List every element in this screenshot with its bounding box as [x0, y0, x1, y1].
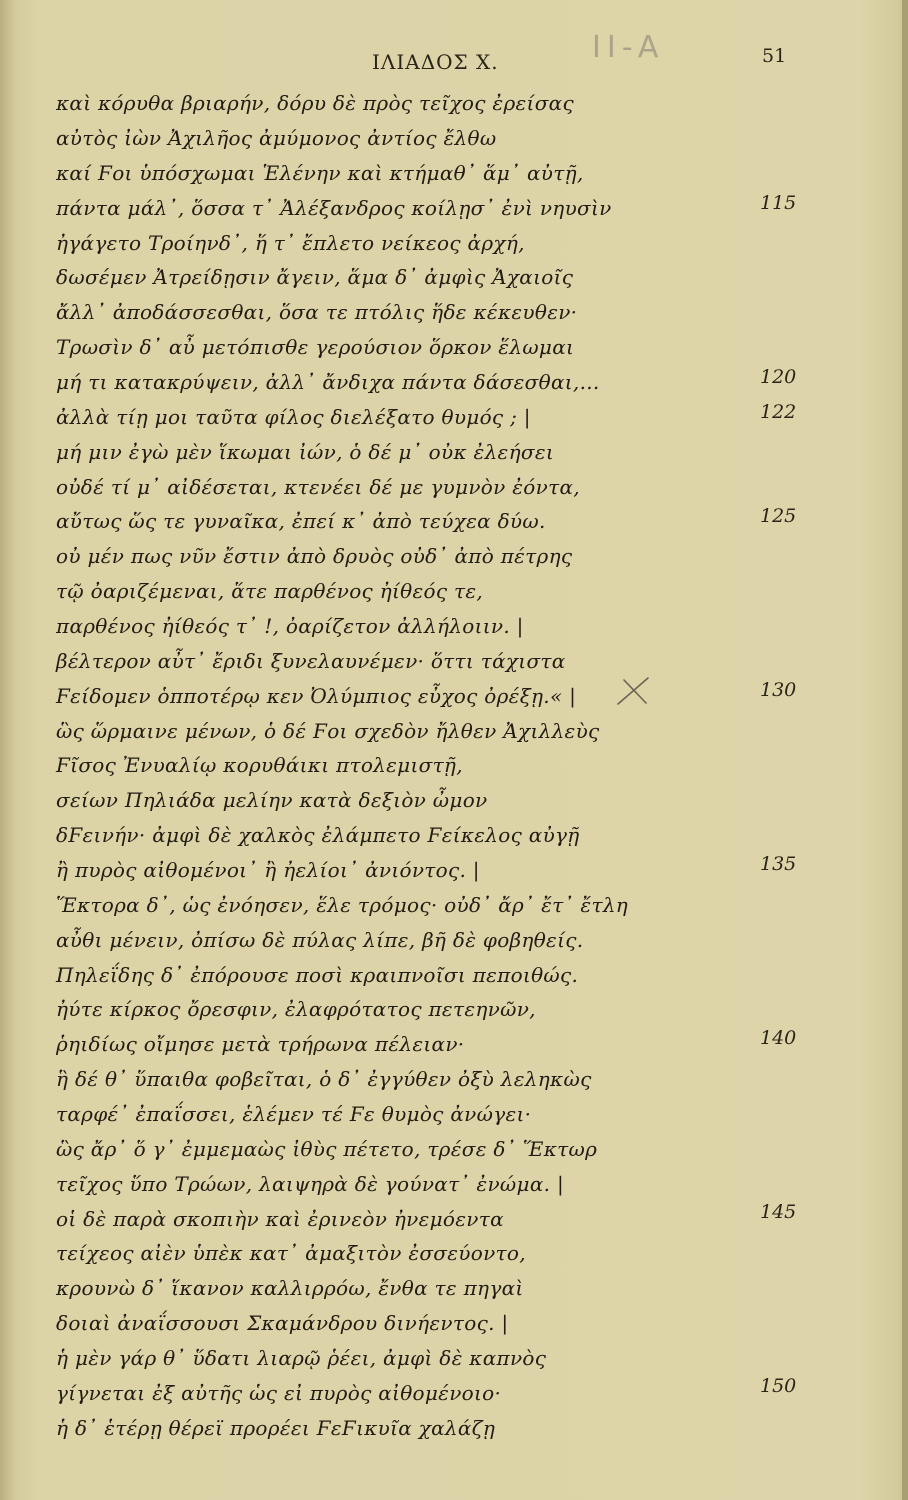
page-edge — [902, 0, 908, 1500]
page-gutter — [0, 0, 14, 1500]
verse-line: ὣς ὥρμαινε μένων, ὁ δέ Ϝοι σχεδὸν ἤλθεν Ἀχιλλεὺς — [56, 719, 600, 743]
verse-line: οἱ δὲ παρὰ σκοπιὴν καὶ ἐρινεὸν ἠνεμόεντα — [56, 1207, 504, 1231]
verse-line: σείων Πηλιάδα μελίην κατὰ δεξιὸν ὦμον — [56, 788, 488, 812]
verse-line: τείχεος αἰὲν ὑπὲκ κατ᾽ ἀμαξιτὸν ἐσσεύοντο, — [56, 1241, 526, 1265]
line-number: 145 — [760, 1201, 797, 1223]
pencil-annotation: II-A — [592, 30, 665, 65]
line-number: 140 — [760, 1027, 797, 1049]
line-number: 150 — [760, 1375, 797, 1397]
line-number: 125 — [760, 505, 797, 527]
verse-line: μή μιν ἐγὼ μὲν ἵκωμαι ἰών, ὁ δέ μ᾽ οὐκ ἐλεήσει — [56, 440, 554, 464]
verse-line: ἠύτε κίρκος ὄρεσφιν, ἐλαφρότατος πετεηνῶν, — [56, 997, 536, 1021]
verse-line: τῷ ὀαριζέμεναι, ἅτε παρθένος ἠίθεός τε, — [56, 579, 484, 603]
pencil-cross-icon — [614, 676, 652, 706]
verse-line: καὶ κόρυθα βριαρήν, δόρυ δὲ πρὸς τεῖχος ἐρείσας — [56, 91, 574, 115]
verse-line: γίγνεται ἐξ αὐτῆς ὡς εἰ πυρὸς αἰθομένοιο· — [56, 1381, 502, 1405]
verse-line: δοιαὶ ἀναΐσσουσι Σκαμάνδρου δινήεντος. | — [56, 1311, 509, 1335]
page-number: 51 — [762, 45, 787, 67]
line-number: 135 — [760, 853, 797, 875]
verse-line: αὔτως ὥς τε γυναῖκα, ἐπεί κ᾽ ἀπὸ τεύχεα δύω. — [56, 509, 546, 533]
verse-line: ἣ δέ θ᾽ ὕπαιθα φοβεῖται, ὁ δ᾽ ἐγγύθεν ὀξὺ λεληκὼς — [56, 1067, 592, 1091]
verse-line: ἢ πυρὸς αἰθομένοι᾽ ἢ ἠελίοι᾽ ἀνιόντος. | — [56, 858, 480, 882]
verse-line: καί Ϝοι ὑπόσχωμαι Ἑλένην καὶ κτήμαθ᾽ ἅμ᾽ αὐτῇ, — [56, 161, 584, 185]
verse-line: πάντα μάλ᾽, ὅσσα τ᾽ Ἀλέξανδρος κοίλῃσ᾽ ἐνὶ νηυσὶν — [56, 196, 612, 220]
verse-line: ἡ δ᾽ ἑτέρῃ θέρεϊ προρέει ϜεϜικυῖα χαλάζῃ — [56, 1416, 496, 1440]
verse-line: μή τι κατακρύψειν, ἀλλ᾽ ἄνδιχα πάντα δάσεσθαι,... — [56, 370, 600, 394]
verse-line: ἀλλὰ τίῃ μοι ταῦτα φίλος διελέξατο θυμός ; | — [56, 405, 531, 429]
verse-line: ὣς ἄρ᾽ ὅ γ᾽ ἐμμεμαὼς ἰθὺς πέτετο, τρέσε δ᾽ Ἕκτωρ — [56, 1137, 598, 1161]
verse-line: βέλτερον αὖτ᾽ ἔριδι ξυνελαυνέμεν· ὅττι τάχιστα — [56, 649, 566, 673]
verse-line: αὐτὸς ἰὼν Ἀχιλῆος ἀμύμονος ἀντίος ἔλθω — [56, 126, 497, 150]
verse-line: δωσέμεν Ἀτρείδῃσιν ἄγειν, ἅμα δ᾽ ἀμφὶς Ἀχαιοῖς — [56, 265, 574, 289]
verse-line: ἡ μὲν γάρ θ᾽ ὕδατι λιαρῷ ῥέει, ἀμφὶ δὲ καπνὸς — [56, 1346, 547, 1370]
verse-line: Ϝείδομεν ὁπποτέρῳ κεν Ὀλύμπιος εὖχος ὀρέξῃ.« | — [56, 684, 577, 708]
verse-line: Πηλεΐδης δ᾽ ἐπόρουσε ποσὶ κραιπνοῖσι πεποιθώς. — [56, 963, 579, 987]
verse-line: Ἕκτορα δ᾽, ὡς ἐνόησεν, ἕλε τρόμος· οὐδ᾽ ἄρ᾽ ἔτ᾽ ἔτλη — [56, 893, 629, 917]
verse-line: Ϝῖσος Ἐνυαλίῳ κορυθάικι πτολεμιστῇ, — [56, 753, 463, 777]
verse-line: ῥηιδίως οἴμησε μετὰ τρήρωνα πέλειαν· — [56, 1032, 465, 1056]
running-title: ΙΛΙΑΔΟΣ Χ. — [372, 50, 499, 74]
verse-line: κρουνὼ δ᾽ ἵκανον καλλιρρόω, ἔνθα τε πηγαὶ — [56, 1276, 524, 1300]
verse-line: οὐ μέν πως νῦν ἔστιν ἀπὸ δρυὸς οὐδ᾽ ἀπὸ πέτρης — [56, 544, 573, 568]
verse-line: ταρφέ᾽ ἐπαΐσσει, ἑλέμεν τέ Ϝε θυμὸς ἀνώγει· — [56, 1102, 532, 1126]
line-number: 120 — [760, 366, 797, 388]
verse-line: οὐδέ τί μ᾽ αἰδέσεται, κτενέει δέ με γυμνὸν ἐόντα, — [56, 475, 580, 499]
verse-line: τεῖχος ὕπο Τρώων, λαιψηρὰ δὲ γούνατ᾽ ἐνώμα. | — [56, 1172, 564, 1196]
verse-line: δϜεινήν· ἀμφὶ δὲ χαλκὸς ἐλάμπετο Ϝείκελος αὐγῇ — [56, 823, 580, 847]
line-number: 115 — [760, 192, 797, 214]
verse-line: παρθένος ἠίθεός τ᾽ !, ὀαρίζετον ἀλλήλοιιν. | — [56, 614, 524, 638]
verse-line: αὖθι μένειν, ὀπίσω δὲ πύλας λίπε, βῆ δὲ φοβηθείς. — [56, 928, 584, 952]
line-number: 130 — [760, 679, 797, 701]
verse-line: ἄλλ᾽ ἀποδάσσεσθαι, ὅσα τε πτόλις ἥδε κέκευθεν· — [56, 300, 578, 324]
verse-line: ἠγάγετο Τροίηνδ᾽, ἥ τ᾽ ἔπλετο νείκεος ἀρχή, — [56, 231, 525, 255]
line-number: 122 — [760, 401, 797, 423]
verse-line: Τρωσὶν δ᾽ αὖ μετόπισθε γερούσιον ὅρκον ἕλωμαι — [56, 335, 575, 359]
